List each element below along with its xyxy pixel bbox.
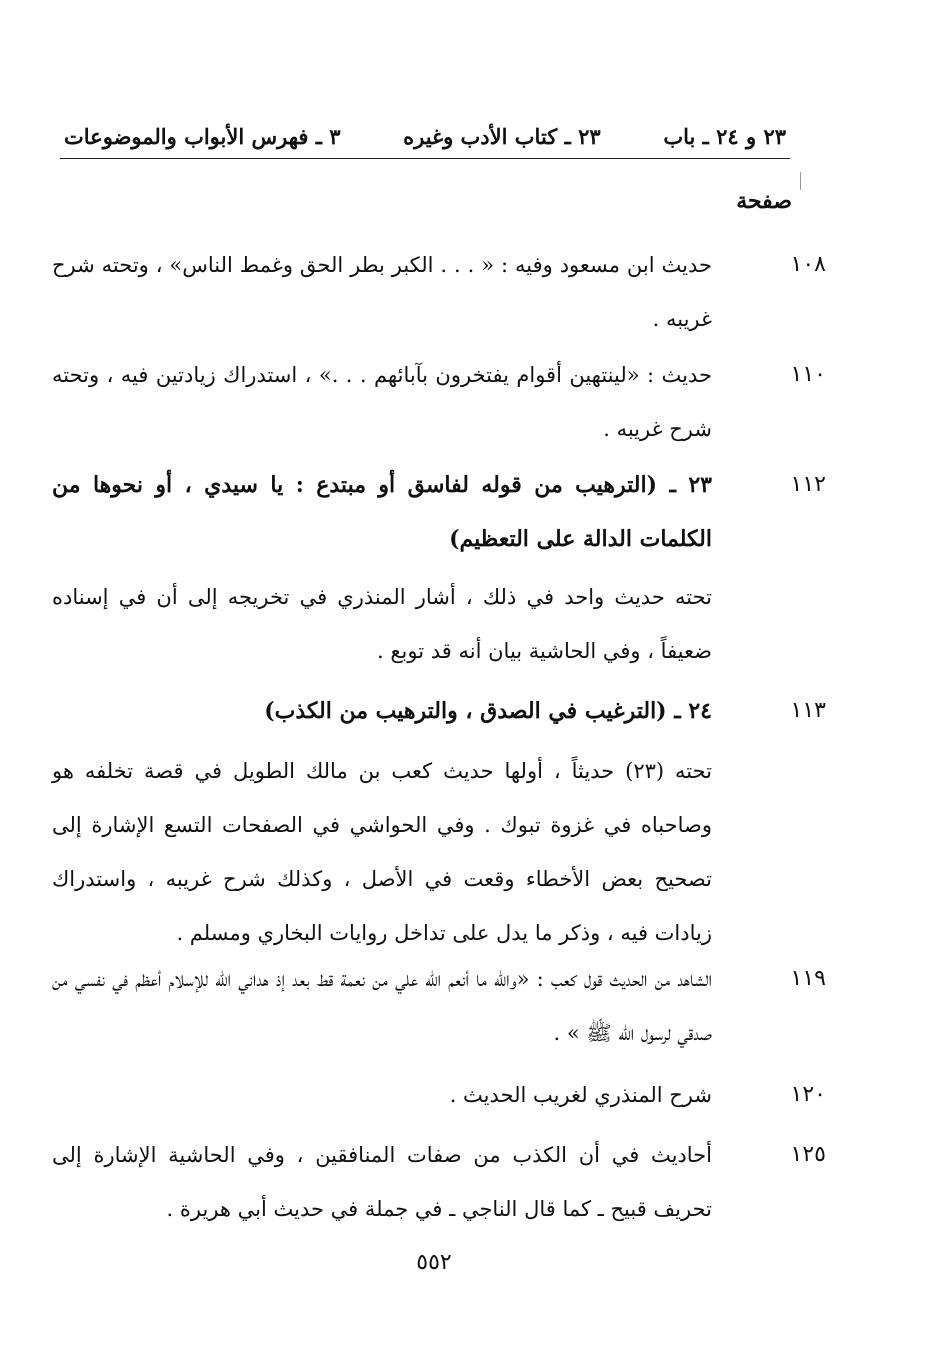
index-entry-chapter	[40, 684, 908, 738]
entry-text: حديث : «لينتهين أقوام يفتخرون بآبائهم . . .» ، استدراك زيادتين فيه ، وتحته شرح غريبه .	[52, 363, 712, 441]
header-section-title: ٣ ـ فهرس الأبواب والموضوعات	[64, 123, 341, 149]
chapter-heading: ٢٣ ـ (الترهيب من قوله لفاسق أو مبتدع : يا سيدي ، أو نحوها من الكلمات الدالة على التعظيم)	[52, 472, 712, 552]
index-entry	[40, 952, 908, 1060]
entry-text: أحاديث في أن الكذب من صفات المنافقين ، وفي الحاشية الإشارة إلى تحريف قبيح ـ كما قال الناجي ـ في جملة في حديث أبي هريرة .	[52, 1143, 712, 1221]
entry-page-number: ١١٩	[790, 966, 826, 991]
index-entry	[40, 1128, 908, 1236]
chapter-note: تحته (٢٣) حديثاً ، أولها حديث كعب بن مالك الطويل في قصة تخلفه هو وصاحباه في غزوة تبوك . وفي الحواشي في الصفحات التسع الإشارة إلى تصحيح بعض الأخطاء وقعت في الأصل ، وكذلك شرح غريبه ، واستدراك زيادات فيه ، وذكر ما يدل على تداخل روايات البخاري ومسلم .	[52, 759, 713, 945]
entry-page-number: ١١٣	[790, 698, 826, 723]
chapter-note: تحته حديث واحد في ذلك ، أشار المنذري في تخريجه إلى أن في إسناده ضعيفاً ، وفي الحاشية بيان أنه قد توبع .	[52, 585, 712, 663]
margin-mark	[800, 172, 801, 190]
entry-page-number: ١٢٠	[790, 1082, 826, 1107]
entry-page-number: ١٠٨	[790, 252, 826, 277]
entry-page-number: ١١٠	[790, 362, 826, 387]
entry-text: الشاهد من الحديث قول كعب : «والله ما أنعم الله علي من نعمة قط بعد إذ هداني الله للإسلام أعظم في نفسي من صدقي لرسول الله ﷺ » .	[52, 967, 712, 1045]
entry-text: حديث ابن مسعود وفيه : « . . . الكبر بطر الحق وغمط الناس» ، وتحته شرح غريبه .	[52, 253, 712, 331]
chapter-heading: ٢٤ ـ (الترغيب في الصدق ، والترهيب من الكذب)	[264, 698, 712, 724]
header-book-title: ٢٣ ـ كتاب الأدب وغيره	[403, 123, 601, 149]
index-entry-chapter	[40, 458, 908, 566]
page-number: ٥٥٢	[416, 1250, 452, 1275]
entry-page-number: ١١٢	[790, 472, 826, 497]
entry-text: شرح المنذري لغريب الحديث .	[449, 1083, 712, 1107]
entry-page-number: ١٢٥	[790, 1142, 826, 1167]
index-entry	[40, 348, 908, 456]
index-entry	[40, 1068, 908, 1122]
index-entry	[40, 238, 908, 346]
header-rule	[60, 158, 790, 159]
running-header	[64, 118, 786, 154]
header-chapter-range: ٢٣ و ٢٤ ـ باب	[663, 123, 786, 149]
page-column-heading: صفحة	[736, 188, 792, 214]
